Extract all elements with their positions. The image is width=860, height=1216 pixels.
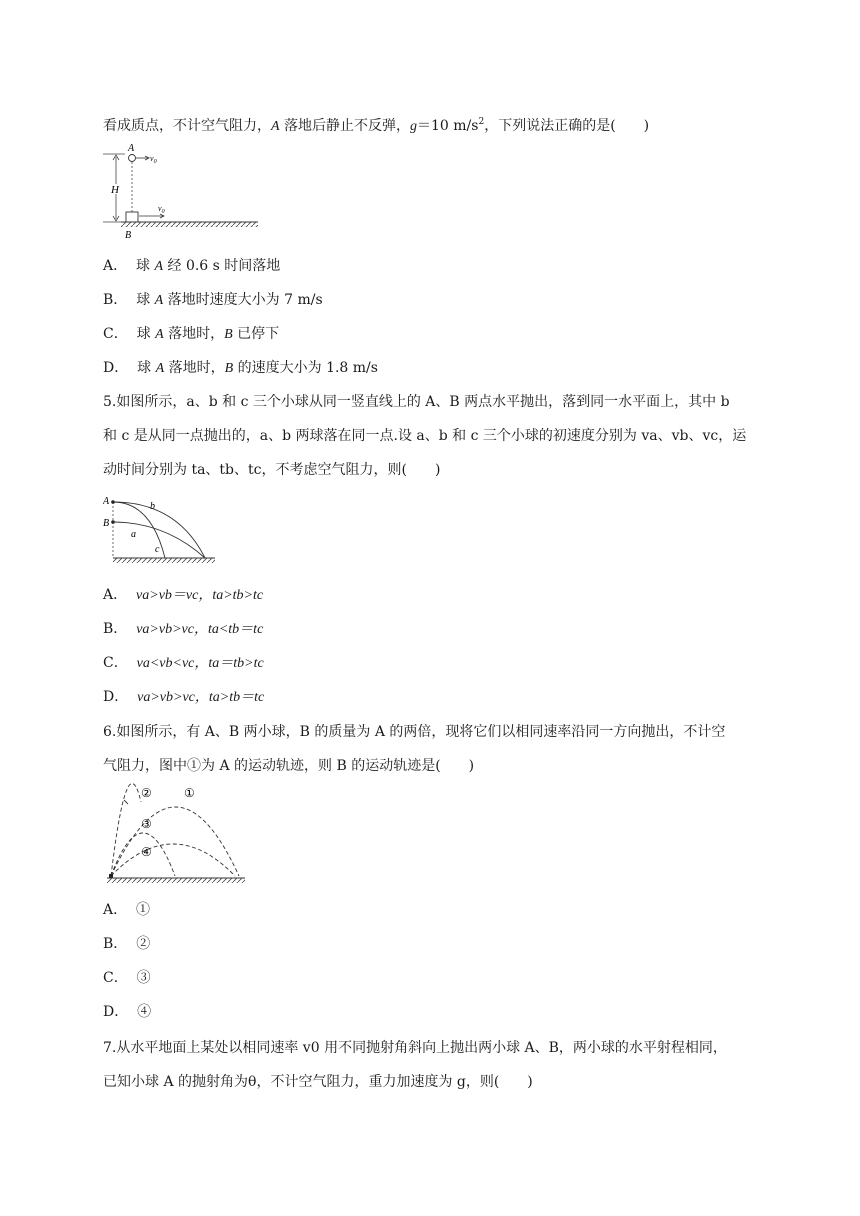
q4-option-d: D． 球 A 落地时，B 的速度大小为 1.8 m/s: [103, 360, 378, 376]
q6-diagram: [103, 782, 248, 886]
trajectory-1: [111, 807, 239, 876]
q5-option-c: C． va<vb<vc，ta＝tb>tc: [103, 655, 264, 671]
q5-label-B: B: [103, 518, 110, 529]
q5-option-a: A． va>vb＝vc，ta>tb>tc: [103, 587, 264, 603]
q6-option-a: A． ①: [103, 902, 151, 918]
ball-A: [129, 155, 136, 162]
q4-label-v0-bottom: $v_0$: [158, 204, 165, 215]
q6-stem-line1: 6.如图所示，有 A、B 两小球，B 的质量为 A 的两倍，现将它们以相同速率沿同一方向抛出，不计空: [103, 724, 726, 740]
q5-option-d: D． va>vb>vc，ta>tb＝tc: [103, 689, 265, 705]
block-B: [126, 212, 138, 222]
marker-2: ②: [141, 786, 152, 800]
q4-option-b: B． 球 A 落地时速度大小为 7 m/s: [103, 292, 323, 308]
q7-stem-line2: 已知小球 A 的抛射角为θ，不计空气阻力，重力加速度为 g，则( ): [103, 1074, 533, 1090]
q5-figure: [103, 492, 223, 572]
q5-label-A: A: [103, 496, 110, 507]
q4-label-A: A: [128, 143, 135, 154]
q5-diagram: [103, 492, 223, 568]
q6-option-d: D． ④: [103, 1004, 152, 1020]
q4-figure: [103, 140, 263, 248]
q5-label-c: c: [155, 544, 160, 555]
marker-4: ④: [141, 845, 152, 859]
q5-stem-line2: 和 c 是从同一点抛出的，a、b 两球落在同一点.设 a、b 和 c 三个小球的初速度分别为 va、vb、vc，运: [103, 428, 747, 444]
q4-label-v0-top: $v_0$: [150, 154, 157, 165]
q4-stem: 看成质点，不计空气阻力，A 落地后静止不反弹，g＝10 $m/s^2$，下列说法正确的是( ): [103, 117, 650, 134]
q5-label-b: b: [150, 501, 155, 512]
q4-option-a: A． 球 A 经 0.6 s 时间落地: [103, 258, 281, 274]
q5-stem-line1: 5.如图所示，a、b 和 c 三个小球从同一竖直线上的 A、B 两点水平抛出，落到同一水平面上，其中 b: [103, 394, 730, 410]
q4-option-c: C． 球 A 落地时，B 已停下: [103, 326, 280, 342]
q5-stem-line3: 动时间分别为 ta、tb、tc，不考虑空气阻力，则( ): [103, 462, 441, 478]
q5-option-b: B． va>vb>vc，ta<tb＝tc: [103, 621, 264, 637]
marker-1: ①: [184, 786, 195, 800]
marker-3: ③: [141, 817, 152, 831]
q6-stem-line2: 气阻力，图中①为 A 的运动轨迹，则 B 的运动轨迹是( ): [103, 758, 475, 774]
q5-label-a: a: [131, 529, 136, 540]
q6-figure: [103, 782, 248, 890]
q6-option-b: B． ②: [103, 936, 151, 952]
q4-label-H: H: [111, 184, 119, 196]
q4-label-B: B: [125, 230, 132, 241]
q4-diagram: [103, 140, 263, 244]
q6-option-c: C． ③: [103, 970, 151, 986]
q7-stem-line1: 7.从水平地面上某处以相同速率 v0 用不同抛射角斜向上抛出两小球 A、B，两小球的水平射程相同，: [103, 1040, 727, 1056]
